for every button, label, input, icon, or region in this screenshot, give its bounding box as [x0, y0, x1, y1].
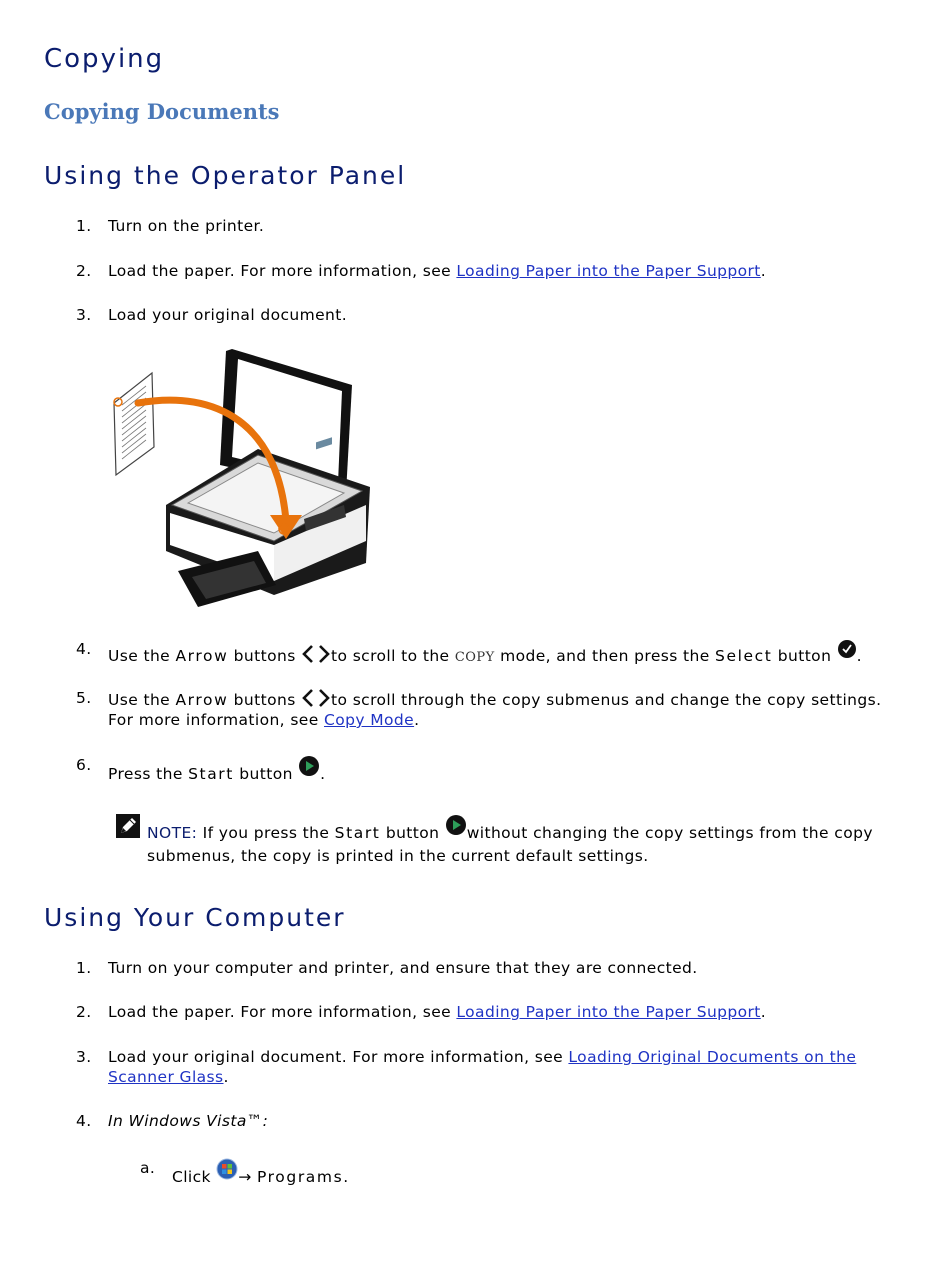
- step-number: 2.: [76, 1003, 92, 1021]
- step-text-part: Use the: [108, 647, 176, 665]
- start-label: Start: [334, 824, 381, 842]
- select-label: Select: [715, 647, 773, 665]
- windows-start-orb-icon: [216, 1158, 238, 1180]
- step-text-part: Load the paper. For more information, see: [108, 1003, 457, 1021]
- step-text: Load your original document.: [108, 306, 348, 324]
- step-text: In Windows Vista™:: [108, 1112, 269, 1130]
- step-text-part: For more information, see: [108, 711, 325, 729]
- step-text-part: Load the paper. For more information, see: [108, 262, 457, 280]
- note-label: NOTE:: [147, 824, 198, 842]
- step-text-part: .: [856, 647, 862, 665]
- step-number: 2.: [76, 262, 92, 280]
- page-title: Copying: [44, 44, 165, 74]
- section-heading-operator-panel: Using the Operator Panel: [44, 161, 407, 190]
- step-text: [108, 1047, 868, 1087]
- arrow-buttons-icon: [301, 644, 331, 664]
- step-text: [172, 1158, 950, 1187]
- step-text-part: buttons: [228, 647, 302, 665]
- step-text-part: Use the: [108, 691, 176, 709]
- step-text-part: .: [320, 765, 326, 783]
- step-number: 5.: [76, 689, 92, 707]
- note-pencil-icon: [116, 814, 140, 838]
- step-number: 4.: [76, 640, 92, 658]
- step-text-part: buttons: [228, 691, 302, 709]
- start-label: Start: [188, 765, 234, 783]
- step-text-part: .: [760, 262, 767, 280]
- note-text-part: If you press the: [197, 824, 335, 842]
- step-text-part: to scroll through the copy submenus and change the copy settings.: [331, 691, 882, 709]
- step-text-part: Press the: [108, 765, 189, 783]
- step-text: [108, 688, 908, 730]
- step-text-part: mode, and then press the: [494, 647, 716, 665]
- step-number: 1.: [76, 959, 92, 977]
- start-button-icon: [298, 755, 320, 777]
- step-text-part: Load your original document. For more information, see: [108, 1048, 569, 1066]
- step-text-part: .: [343, 1168, 349, 1186]
- select-button-icon: [837, 639, 857, 659]
- link-loading-original-documents[interactable]: Loading Original Documents on the Scanner Glass: [108, 1048, 857, 1086]
- link-loading-paper[interactable]: Loading Paper into the Paper Support: [456, 262, 761, 280]
- step-number: 3.: [76, 306, 92, 324]
- start-button-icon: [445, 814, 467, 836]
- note-text-part: button: [380, 824, 445, 842]
- step-text-part: to scroll to the: [331, 647, 455, 665]
- note-text: [147, 814, 907, 868]
- step-number: 3.: [76, 1048, 92, 1066]
- section-heading-using-computer: Using Your Computer: [44, 903, 346, 932]
- step-number: 4.: [76, 1112, 92, 1130]
- step-text: [108, 639, 908, 668]
- step-text-part: button: [233, 765, 299, 783]
- arrow-label: Arrow: [175, 691, 229, 709]
- step-text: Turn on the printer.: [108, 217, 265, 235]
- step-text-part: button: [772, 647, 837, 665]
- programs-label: Programs: [256, 1168, 344, 1186]
- step-text: Turn on your computer and printer, and ensure that they are connected.: [108, 959, 698, 977]
- arrow-symbol: →: [238, 1168, 257, 1186]
- arrow-buttons-icon: [301, 688, 331, 708]
- note-text-part: without changing the copy settings from the copy submenus, the copy is printed in the current default settings.: [147, 824, 873, 865]
- page-subtitle: Copying Documents: [44, 99, 280, 124]
- link-loading-paper[interactable]: Loading Paper into the Paper Support: [456, 1003, 761, 1021]
- step-number: 6.: [76, 756, 92, 774]
- arrow-label: Arrow: [175, 647, 229, 665]
- step-text-part: .: [414, 711, 420, 729]
- link-copy-mode[interactable]: Copy Mode: [324, 711, 415, 729]
- step-number: 1.: [76, 217, 92, 235]
- copy-mode-label: COPY: [454, 650, 495, 665]
- step-text: [108, 1002, 908, 1022]
- step-text: [108, 755, 908, 784]
- step-number: a.: [140, 1159, 156, 1177]
- step-text-part: Click: [172, 1168, 217, 1186]
- printer-illustration: [108, 345, 378, 610]
- step-text-part: .: [223, 1068, 229, 1086]
- step-text-part: .: [760, 1003, 767, 1021]
- step-text: [108, 261, 908, 281]
